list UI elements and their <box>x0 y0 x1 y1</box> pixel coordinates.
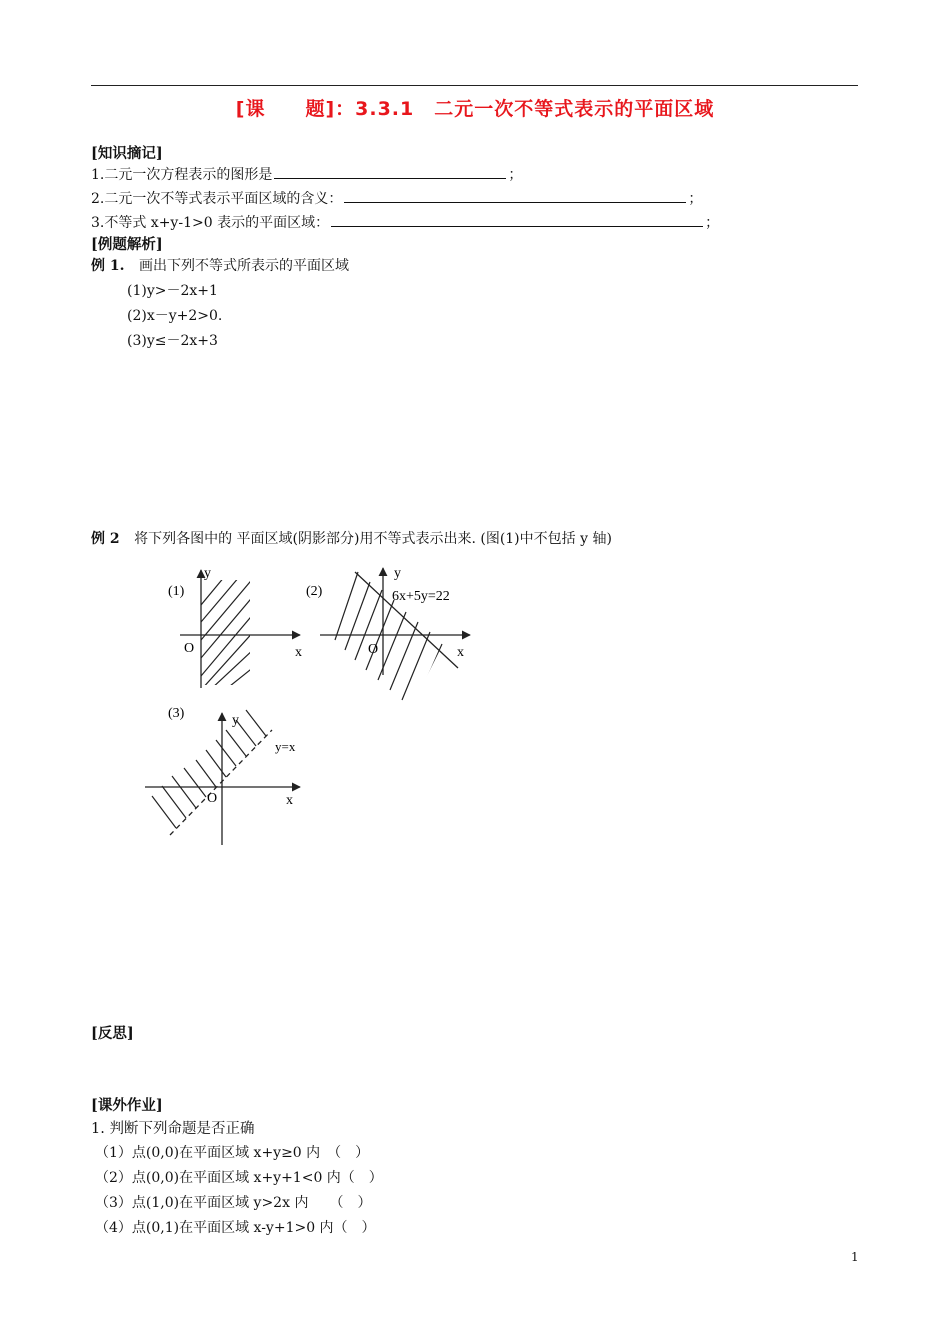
figure-1-shading <box>201 570 255 690</box>
knowledge-item-1-text: 1.二元一次方程表示的图形是 <box>91 167 273 183</box>
figure-3-shading <box>152 710 266 828</box>
knowledge-item-2 <box>91 188 702 208</box>
example-1-item-1: (1)y>－2x+1 <box>127 283 218 299</box>
example-1-item-2: (2)x－y+2>0. <box>127 308 223 324</box>
example-1-label: 例 1. <box>91 258 125 274</box>
figure-1-tag: (1) <box>168 584 185 599</box>
region-figures <box>140 560 500 845</box>
figure-2-x-label: x <box>457 645 464 660</box>
homework-heading: [课外作业] <box>91 1097 163 1114</box>
knowledge-item-1-end: ； <box>508 167 523 183</box>
example-2-label: 例 2 <box>91 531 120 547</box>
fill-blank-3[interactable] <box>331 214 703 227</box>
homework-item-2: （2）点(0,0)在平面区域 x+y+1<0 内（ ） <box>95 1170 383 1186</box>
examples-heading: [例题解析] <box>91 236 163 253</box>
knowledge-item-3-end: ； <box>705 215 720 231</box>
homework-item-1: （1）点(0,0)在平面区域 x+y≥0 内 （ ） <box>95 1145 370 1161</box>
figure-2-tag: (2) <box>306 584 323 599</box>
example-1 <box>91 255 349 275</box>
example-2-text: 将下列各图中的 平面区域(阴影部分)用不等式表示出来. (图(1)中不包括 y 轴) <box>134 531 612 547</box>
page-title: [课 题]：3.3.1 二元一次不等式表示的平面区域 <box>235 98 715 120</box>
reflection-heading: [反思] <box>91 1025 134 1042</box>
homework-question-1: 1. 判断下列命题是否正确 <box>91 1121 255 1137</box>
page-number: 1 <box>851 1250 859 1264</box>
figure-1-y-label: y <box>204 566 211 581</box>
figure-2 <box>306 566 470 710</box>
top-rule <box>91 85 858 86</box>
figure-3 <box>145 706 300 845</box>
example-1-item-3: (3)y≤－2x+3 <box>127 333 218 349</box>
knowledge-item-1 <box>91 164 522 184</box>
figure-2-origin: O <box>368 642 379 657</box>
knowledge-item-2-end: ； <box>688 191 703 207</box>
example-1-text: 画出下列不等式所表示的平面区域 <box>138 258 349 274</box>
homework-item-4: （4）点(0,1)在平面区域 x-y+1>0 内（ ） <box>95 1220 376 1236</box>
figure-1 <box>168 566 302 690</box>
figure-2-line-label: 6x+5y=22 <box>392 589 450 604</box>
figure-3-x-label: x <box>286 793 293 808</box>
knowledge-heading: [知识摘记] <box>91 145 163 162</box>
fill-blank-2[interactable] <box>344 190 686 203</box>
knowledge-item-3 <box>91 212 719 232</box>
knowledge-item-3-text: 3.不等式 x+y-1>0 表示的平面区域： <box>91 215 330 231</box>
figure-3-tag: (3) <box>168 706 185 721</box>
figure-3-y-label: y <box>232 713 239 728</box>
figure-1-x-label: x <box>295 645 302 660</box>
knowledge-item-2-text: 2.二元一次不等式表示平面区域的含义： <box>91 191 343 207</box>
figure-3-line-label: y=x <box>275 739 296 754</box>
fill-blank-1[interactable] <box>274 166 506 179</box>
example-2 <box>91 528 612 548</box>
homework-item-3: （3）点(1,0)在平面区域 y>2x 内 （ ） <box>95 1195 372 1211</box>
figure-3-origin: O <box>207 791 218 806</box>
figure-1-origin: O <box>184 641 195 656</box>
figure-2-y-label: y <box>394 566 401 581</box>
